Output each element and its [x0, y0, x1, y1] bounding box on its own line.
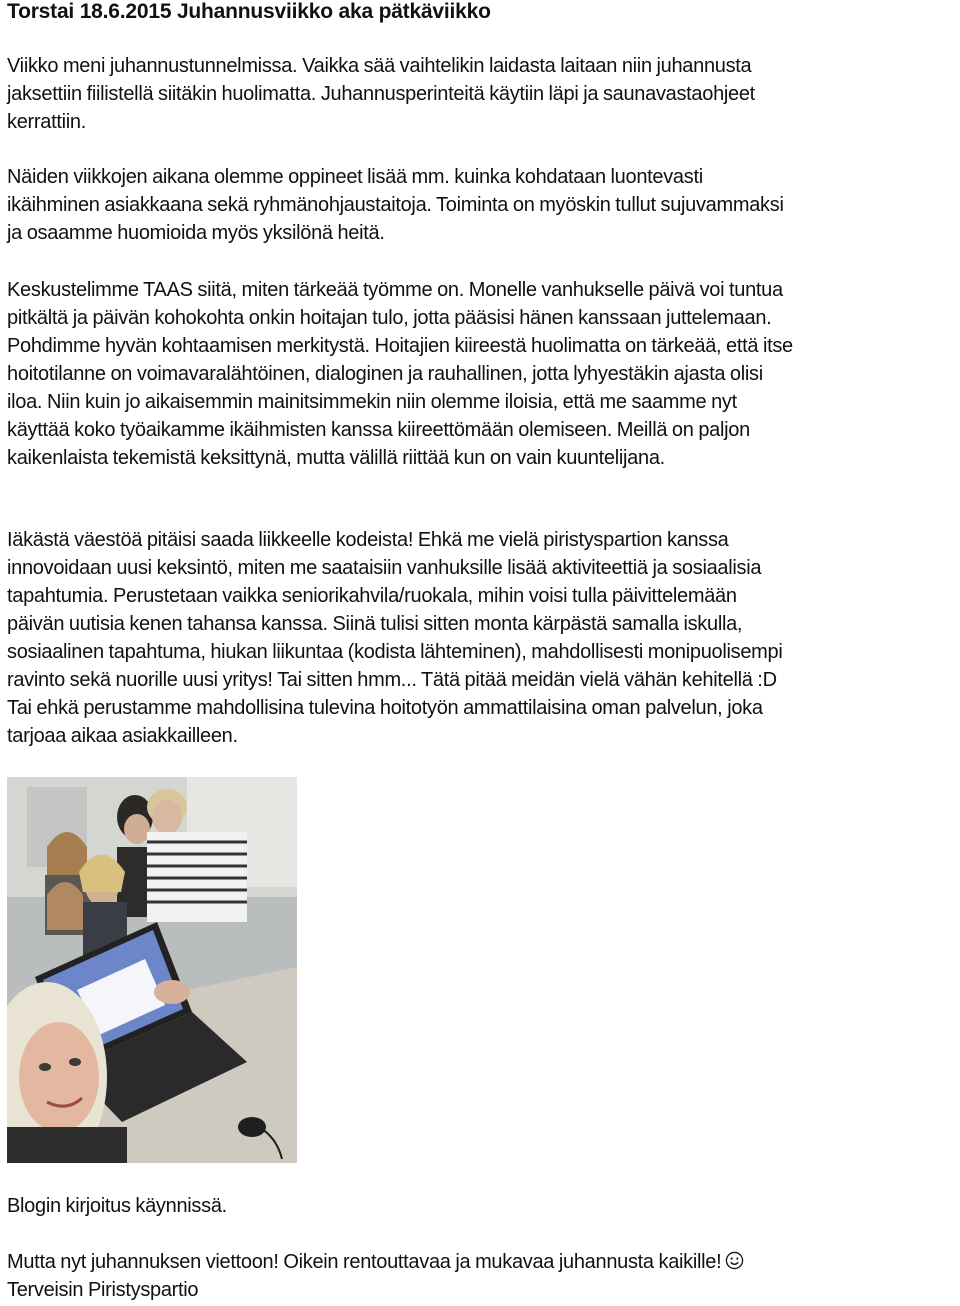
- paragraph-line: käyttää koko työaikamme ikäihmisten kanssa kiireettömään olemiseen. Meillä on paljon: [7, 419, 750, 441]
- paragraph-line: Pohdimme hyvän kohtaamisen merkitystä. Hoitajien kiireestä huolimatta on tärkeää, että itse: [7, 335, 793, 357]
- paragraph-line: Viikko meni juhannustunnelmissa. Vaikka sää vaihtelikin laidasta laitaan niin juhannusta: [7, 55, 752, 77]
- paragraph-line: Iäkästä väestöä pitäisi saada liikkeelle kodeista! Ehkä me vielä piristyspartion kanssa: [7, 529, 729, 551]
- paragraph-2: [7, 163, 955, 247]
- paragraph-line: sosiaalinen tapahtuma, hiukan liikuntaa (kodista lähteminen), mahdollisesti monipuolisempi: [7, 641, 783, 663]
- group-selfie-photo: [7, 777, 297, 1163]
- paragraph-line: pitkältä ja päivän kohokohta onkin hoitajan tulo, jotta pääsisi hänen kanssaan juttelemaan.: [7, 307, 772, 329]
- paragraph-line: tapahtumia. Perustetaan vaikka seniorikahvila/ruokala, mihin voisi tulla päivittelemään: [7, 585, 737, 607]
- closing-line-1: [7, 1248, 744, 1276]
- paragraph-line: hoitotilanne on voimavaralähtöinen, dialoginen ja rauhallinen, jotta lyhyestäkin ajasta olisi: [7, 363, 763, 385]
- post-title: Torstai 18.6.2015 Juhannusviikko aka pätkäviikko: [7, 0, 491, 23]
- paragraph-line: Tai ehkä perustamme mahdollisina tulevina hoitotyön ammattilaisina oman palvelun, joka: [7, 697, 763, 719]
- paragraph-line: tarjoaa aikaa asiakkailleen.: [7, 725, 238, 747]
- paragraph-line: Näiden viikkojen aikana olemme oppineet lisää mm. kuinka kohdataan luontevasti: [7, 166, 703, 188]
- paragraph-line: Keskustelimme TAAS siitä, miten tärkeää työmme on. Monelle vanhukselle päivä voi tuntua: [7, 279, 783, 301]
- paragraph-1: [7, 52, 955, 136]
- closing-line-2: Terveisin Piristyspartio: [7, 1279, 199, 1301]
- paragraph-line: kerrattiin.: [7, 111, 86, 133]
- closing-text: Mutta nyt juhannuksen viettoon! Oikein rentouttavaa ja mukavaa juhannusta kaikille!: [7, 1251, 722, 1273]
- paragraph-line: innovoidaan uusi keksintö, miten me saataisiin vanhuksille lisää aktiviteettiä ja sosiaalisia: [7, 557, 762, 579]
- paragraph-3: [7, 276, 955, 472]
- paragraph-4: [7, 526, 955, 750]
- paragraph-line: ja osaamme huomioida myös yksilönä heitä.: [7, 222, 385, 244]
- paragraph-line: kaikenlaista tekemistä keksittynä, mutta välillä riittää kun on vain kuuntelijana.: [7, 447, 665, 469]
- paragraph-line: iloa. Niin kuin jo aikaisemmin mainitsimmekin niin olemme iloisia, että me saamme nyt: [7, 391, 737, 413]
- paragraph-line: ravinto sekä nuorille uusi yritys! Tai sitten hmm... Tätä pitää meidän vielä vähän kehitellä :D: [7, 669, 777, 691]
- paragraph-line: päivän uutisia kenen tahansa kanssa. Siinä tulisi sitten monta kärpästä samalla iskulla,: [7, 613, 743, 635]
- photo-caption: Blogin kirjoitus käynnissä.: [7, 1195, 227, 1217]
- paragraph-line: jaksettiin fiilistellä siitäkin huolimatta. Juhannusperinteitä käytiin läpi ja saunavastaohjeet: [7, 83, 755, 105]
- smiley-icon: [725, 1251, 744, 1270]
- paragraph-line: ikäihminen asiakkaana sekä ryhmänohjaustaitoja. Toiminta on myöskin tullut sujuvammaksi: [7, 194, 784, 216]
